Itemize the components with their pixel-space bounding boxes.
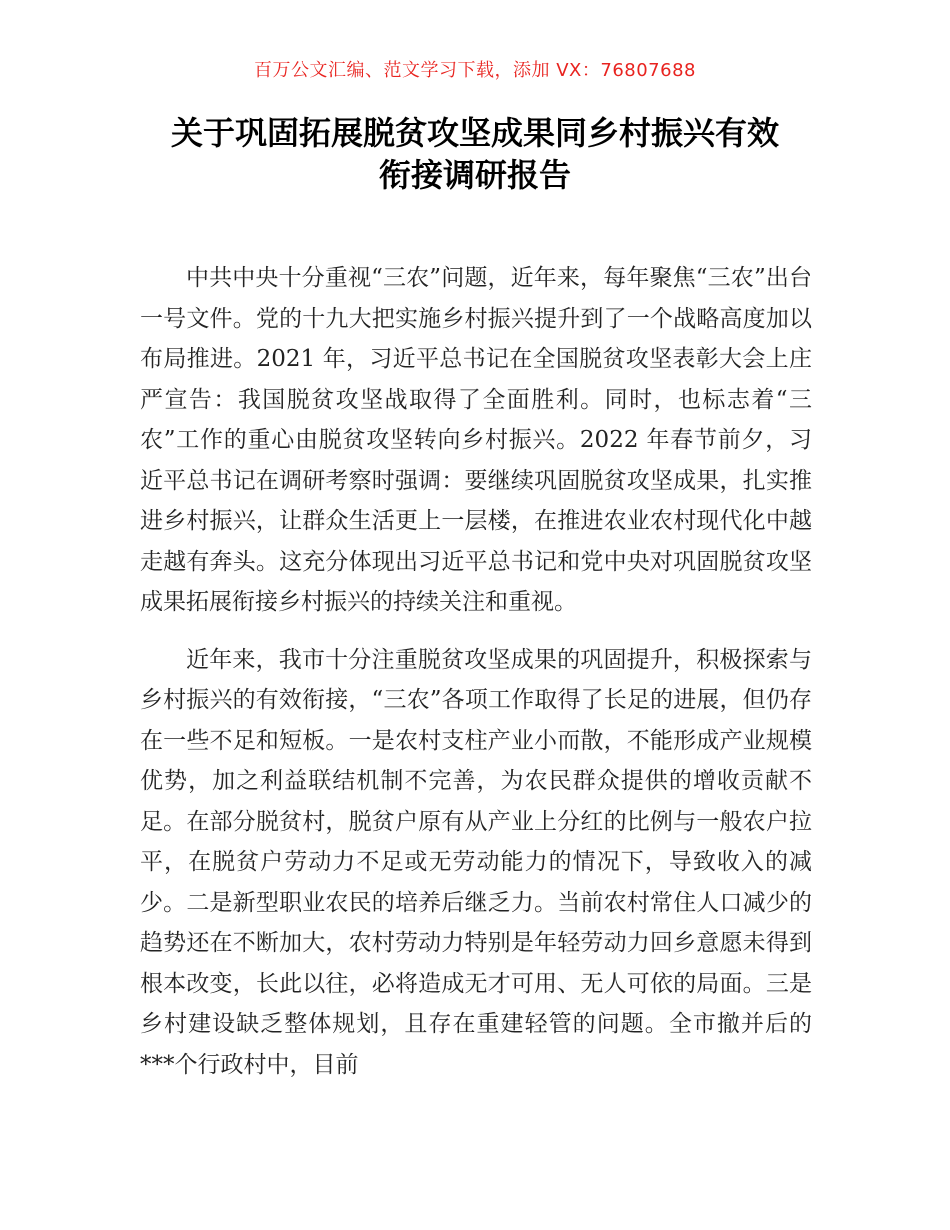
paragraph-1: 中共中央十分重视“三农”问题，近年来，每年聚焦“三农”出台一号文件。党的十九大把实施乡村振兴提升到了一个战略高度加以布局推进。2021 年，习近平总书记在全国脱贫攻坚表彰大会上庄严宣告：我国脱贫攻坚战取得了全面胜利。同时，也标志着“三农”工作的重心由脱贫攻坚转向乡村振兴。2022 年春节前夕，习近平总书记在调研考察时强调：要继续巩固脱贫攻坚成果，扎实推进乡村振兴，让群众生活更上一层楼，在推进农业农村现代化中越走越有奔头。这充分体现出习近平总书记和党中央对巩固脱贫攻坚成果拓展衔接乡村振兴的持续关注和重视。 bbox=[140, 265, 812, 615]
watermark-text: 百万公文汇编、范文学习下载，添加 VX：76807688 bbox=[254, 60, 696, 81]
paragraph-2: 近年来，我市十分注重脱贫攻坚成果的巩固提升，积极探索与乡村振兴的有效衔接，“三农”各项工作取得了长足的进展，但仍存在一些不足和短板。一是农村支柱产业小而散，不能形成产业规模优势，加之利益联结机制不完善，为农民群众提供的增收贡献不足。在部分脱贫村，脱贫户原有从产业上分红的比例与一般农户拉平，在脱贫户劳动力不足或无劳动能力的情况下，导致收入的减少。二是新型职业农民的培养后继乏力。当前农村常住人口减少的趋势还在不断加大，农村劳动力特别是年轻劳动力回乡意愿未得到根本改变，长此以往，必将造成无才可用、无人可依的局面。三是乡村建设缺乏整体规划，且存在重建轻管的问题。全市撤并后的***个行政村中，目前 bbox=[140, 646, 812, 1078]
title-line-2: 衔接调研报告 bbox=[378, 156, 571, 194]
document-body bbox=[140, 258, 812, 1085]
title-line-1: 关于巩固拓展脱贫攻坚成果同乡村振兴有效 bbox=[170, 114, 779, 152]
document-title bbox=[120, 112, 830, 196]
